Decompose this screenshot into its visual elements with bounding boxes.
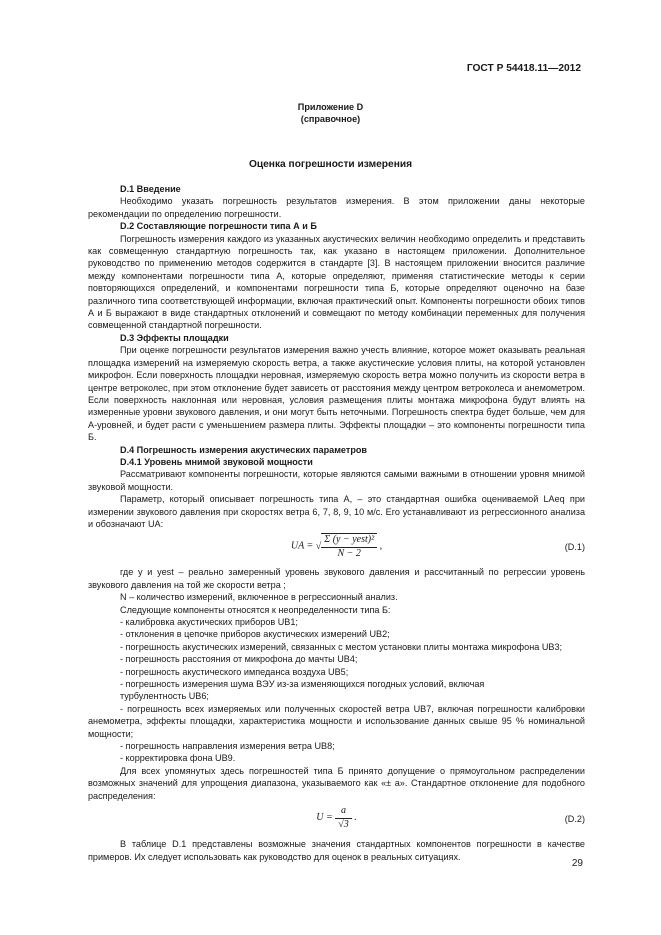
type-b-list (88, 616, 585, 703)
paragraph: Необходимо указать погрешность результатов измерения. В этом приложении даны некоторые рекомендации по определению погрешности. (88, 196, 585, 219)
list-item: турбулентность UB6; (120, 691, 209, 702)
list-item: - корректировка фона UB9. (120, 753, 236, 764)
formula-lhs: UA = (290, 541, 314, 553)
paragraph: В таблице D.1 представлены возможные значения стандартных компонентов погрешности в качестве примеров. Их следует использовать как руководство для оценок в реальных ситуациях. (88, 839, 585, 862)
paragraph: При оценке погрешности результатов измерения важно учесть влияние, которое может оказывать реальная площадка измерений на измеряемую скорость ветра, а также акустические условия плиты, на которой установлен микрофон. Если поверхность площадки неровная, измеряемую скорость ветра можно получить из скорости ветра в центре ветроколес, при этом отклонение будет зависеть от расстояния между центром ветроколеса и анемометром. Если поверхность наклонная или неровная, условия размещения плиты монтажа микрофона будут влиять на измеренные уровни звукового давления, и они могут быть неточными. Погрешность спектра будет больше, чем для А-уровней, и будет расти с уменьшением размера плиты. Эффекты площадки – это компоненты погрешности типа Б. (88, 345, 585, 443)
sqrt-symbol: √ (315, 540, 322, 552)
equation-number: (D.2) (564, 814, 585, 825)
standard-header: ГОСТ Р 54418.11—2012 (466, 63, 581, 74)
paragraph: Рассматривают компоненты погрешности, которые являются самыми важными в отношении уровня мнимой звуковой мощности. (88, 469, 585, 492)
document-body (88, 183, 585, 863)
formula-d2 (88, 805, 585, 835)
list-item: - погрешность расстояния от микрофона до мачты UB4; (120, 654, 358, 665)
paragraph: - погрешность всех измеряемых или полученных скоростей ветра UB7, включая погрешности калибровки анемометра, эффекты площадки, характеристика мощности и использование данных свыше 95 % номинальной мощности; (88, 703, 585, 739)
formula-denominator: √3 (338, 818, 349, 830)
list-item: - погрешность измерения шума ВЭУ из-за изменяющихся погодных условий, включая (120, 679, 485, 690)
list-item: - погрешность направления измерения ветра UB8; (120, 741, 335, 752)
equation-number: (D.1) (564, 542, 585, 553)
formula-d1 (88, 533, 585, 563)
annex-title: Приложение D (297, 102, 364, 112)
paragraph: Следующие компоненты относятся к неопределенности типа Б: (120, 604, 391, 615)
annex-subtitle: (справочное) (300, 114, 361, 124)
formula-numerator: Σ (y − yest)² (321, 534, 377, 547)
page-number: 29 (571, 858, 583, 869)
subsection-heading-d41: D.4.1 Уровень мнимой звуковой мощности (120, 456, 313, 467)
main-title: Оценка погрешности измерения (248, 159, 413, 170)
formula-tail: , (379, 541, 383, 553)
paragraph: Параметр, который описывает погрешность типа А, – это стандартная ошибка оцениваемой LAeq при измерении звукового давления при скоростях ветра 6, 7, 8, 9, 10 м/с. Его устанавливают из регрессионного анализа и обозначают UA: (88, 494, 585, 529)
section-heading-d1: D.1 Введение (120, 184, 181, 194)
list-item: - погрешность акустического импеданса воздуха UB5; (120, 666, 349, 677)
formula-tail: . (354, 812, 357, 824)
section-heading-d3: D.3 Эффекты площадки (120, 332, 229, 343)
formula-denominator: N − 2 (337, 547, 361, 559)
section-heading-d2: D.2 Составляющие погрешности типа А и Б (120, 221, 317, 232)
paragraph: N – количество измерений, включенное в регрессионный анализ. (120, 592, 398, 603)
paragraph: Погрешность измерения каждого из указанных акустических величин необходимо определить и представить как совмещенную стандартную погрешность так, как указано в настоящем приложении. Дополнительное руководство по применению методов содержится в стандарте [3]. В настоящем приложении вносится различие между компонентами погрешности типа А, которые определяют, применяя статистические методы к серии повторяющихся определений, и компонентами погрешности типа Б, которые определяют оценочно на базе различного типа соответствующей информации, включая практический опыт. Компоненты погрешности обоих типов А и Б выражают в виде стандартных отклонений и совмещают по методу комбинации переменных для получения совмещенной стандартной погрешности. (88, 233, 585, 331)
formula-numerator: a (335, 805, 352, 818)
paragraph: Для всех упомянутых здесь погрешностей типа Б принято допущение о прямоугольном распределении возможных значений для упрощения диапазона, указываемого как «± a». Стандартное отклонение для подобного распределения: (88, 765, 585, 801)
section-heading-d4: D.4 Погрешность измерения акустических параметров (120, 444, 368, 455)
list-item: - калибровка акустических приборов UB1; (120, 617, 298, 627)
formula-lhs: U = (316, 812, 333, 824)
list-item: - отклонения в цепочке приборов акустических измерений UB2; (120, 629, 390, 640)
list-item: - погрешность акустических измерений, связанных с местом установки плиты монтажа микрофона UB3; (120, 641, 563, 652)
paragraph: где y и yest – реально замеренный уровень звукового давления и рассчитанный по регрессии уровень звукового давления на той же скорости ветра ; (88, 567, 585, 590)
